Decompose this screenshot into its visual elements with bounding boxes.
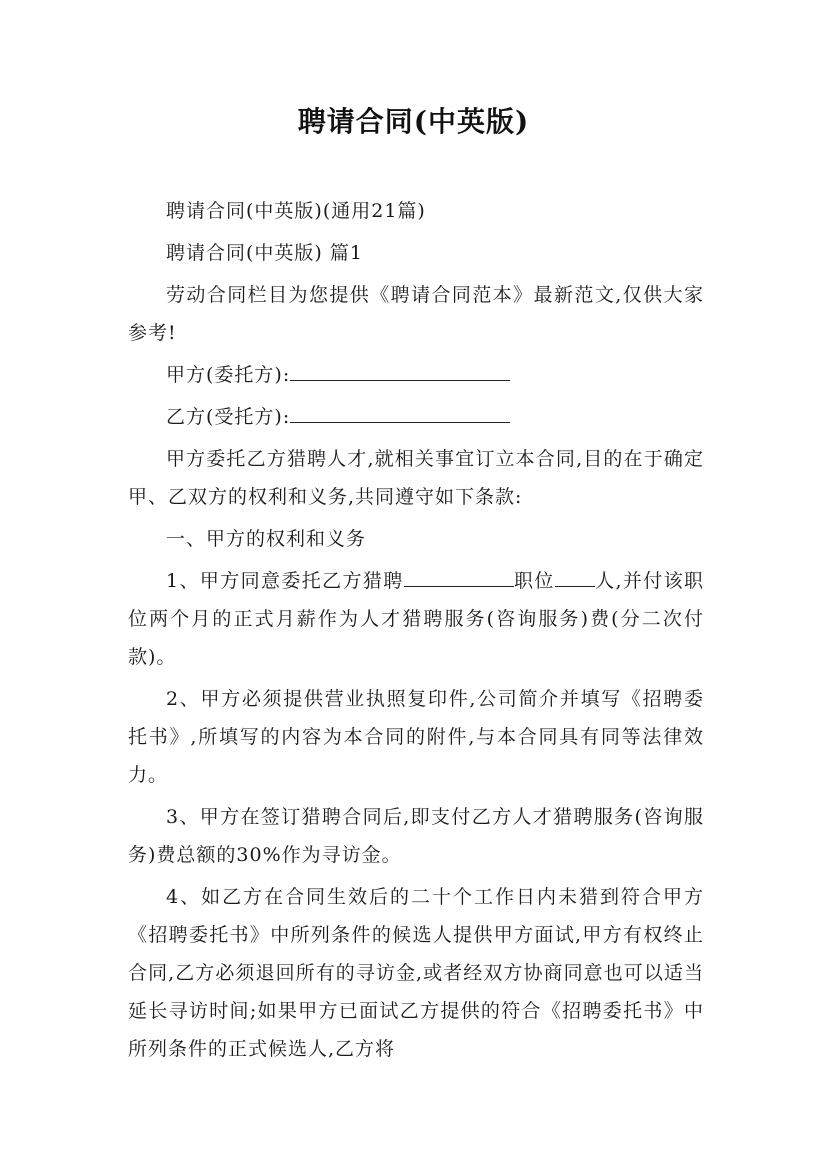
party-b-line [128,398,704,436]
item1-text-b: 职位 [513,570,555,592]
item1-text-a: 1、甲方同意委托乙方猎聘 [166,570,404,592]
headcount-blank [555,562,595,587]
preamble-paragraph: 甲方委托乙方猎聘人才,就相关事宜订立本合同,目的在于确定甲、乙双方的权利和义务,共同遵守如下条款: [128,448,704,508]
document-subtitle: 聘请合同(中英版)(通用21篇) [166,200,426,222]
document-body [128,192,704,1068]
party-a-line [128,356,704,394]
party-a-label: 甲方(委托方): [166,364,291,386]
item1-text-c: 人,并付该职位两个月的正式月薪作为人才猎聘服务(咨询服务)费(分二次付款)。 [128,570,704,668]
clause-item-3: 3、甲方在签订猎聘合同后,即支付乙方人才猎聘服务(咨询服务)费总额的30%作为寻访金。 [128,806,704,866]
clause-item-2: 2、甲方必须提供营业执照复印件,公司简介并填写《招聘委托书》,所填写的内容为本合同的附件,与本合同具有同等法律效力。 [128,688,704,786]
clause-item-1 [128,562,704,676]
party-b-label: 乙方(受托方): [166,406,291,428]
position-blank [404,562,514,587]
intro-paragraph: 劳动合同栏目为您提供《聘请合同范本》最新范文,仅供大家参考! [128,284,704,344]
clause-item-4: 4、如乙方在合同生效后的二十个工作日内未猎到符合甲方《招聘委托书》中所列条件的候选人提供甲方面试,甲方有权终止合同,乙方必须退回所有的寻访金,或者经双方协商同意也可以适当延长寻访时间;如果甲方已面试乙方提供的符合《招聘委托书》中所列条件的正式候选人,乙方将 [128,886,704,1060]
section-heading: 聘请合同(中英版) 篇1 [166,242,363,264]
party-b-blank [290,398,510,423]
party-a-blank [290,356,510,381]
document-title: 聘请合同(中英版) [297,105,530,138]
clause-heading: 一、甲方的权利和义务 [166,528,367,550]
